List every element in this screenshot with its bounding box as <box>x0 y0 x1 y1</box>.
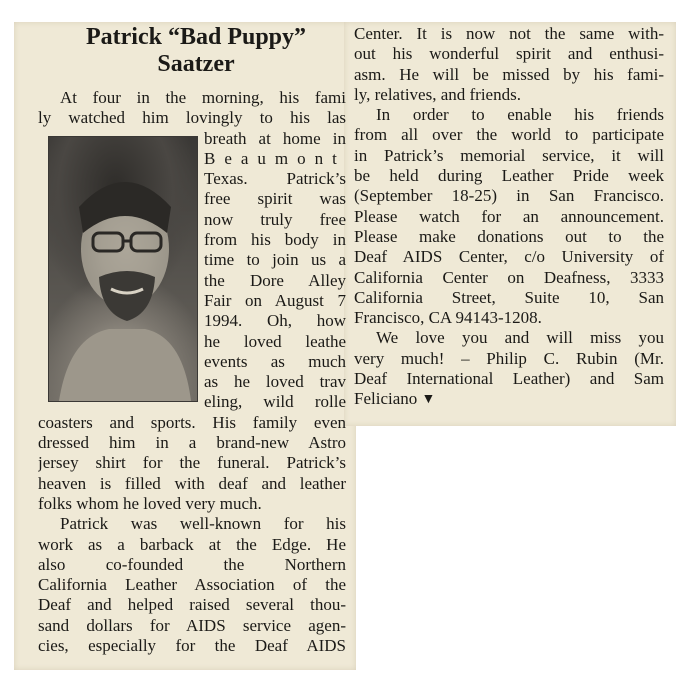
text-line: ly, relatives, and friends. <box>354 84 521 104</box>
text-line: At four in the morning, his fami <box>60 88 346 107</box>
text-line: California Leather Association of the <box>38 575 346 595</box>
text-line: as he loved trav <box>204 372 346 392</box>
headline-line-2: Saatzer <box>157 51 235 77</box>
text-line: Fair on August 7 <box>204 290 346 310</box>
text-line: folks whom he loved very much. <box>38 493 262 513</box>
text-line: Deaf and helped raised several thou- <box>38 595 346 615</box>
text-line: We love you and will miss you <box>376 328 664 348</box>
text-line: in Patrick’s memorial service, it will <box>354 145 664 165</box>
text-line: heaven is filled with deaf and leather <box>38 473 346 493</box>
end-of-article-triangle-icon: ▼ <box>421 392 436 408</box>
text-line: work as a barback at the Edge. He <box>38 534 346 554</box>
text-line: sand dollars for AIDS service agen- <box>38 615 346 635</box>
text-line: Please make donations out to the <box>354 226 664 246</box>
portrait-illustration <box>49 137 197 401</box>
text-line: Deaf AIDS Center, c/o University of <box>354 247 664 267</box>
text-line: from all over the world to participate <box>354 125 664 145</box>
text-line: eling, wild rolle <box>204 392 346 412</box>
text-line: ly watched him lovingly to his las <box>38 108 346 128</box>
text-line: breath at home in <box>204 128 346 148</box>
text-line: Patrick was well-known for his <box>60 514 346 534</box>
left-wrap-text <box>204 129 346 413</box>
text-line: from his body in <box>204 230 346 250</box>
text-line: Beaumont <box>204 148 346 168</box>
text-line: Texas. Patrick’s <box>204 169 346 189</box>
text-line: In order to enable his friends <box>376 105 664 125</box>
right-column-text <box>354 24 664 410</box>
text-line: he loved leathe <box>204 331 346 351</box>
text-line: jersey shirt for the funeral. Patrick’s <box>38 453 346 473</box>
headline-line-1: Patrick “Bad Puppy” <box>85 24 307 50</box>
text-line: Deaf International Leather) and Sam <box>354 369 664 389</box>
text-line: Francisco, CA 94143-1208. <box>354 308 542 328</box>
text-line-final <box>354 389 664 409</box>
text-line: California Center on Deafness, 3333 <box>354 267 664 287</box>
text-line: the Dore Alley <box>204 270 346 290</box>
signature-end: Feliciano <box>354 389 418 409</box>
text-line: 1994. Oh, how <box>204 311 346 331</box>
text-line: Center. It is now not the same with- <box>354 24 664 43</box>
text-line: asm. He will be missed by his fami- <box>354 64 664 84</box>
text-line: (September 18-25) in San Francisco. <box>354 186 664 206</box>
text-line: be held during Leather Pride week <box>354 166 664 186</box>
text-line: Please watch for an announcement. <box>354 206 664 226</box>
portrait-photo <box>48 136 198 402</box>
text-line: coasters and sports. His family even <box>38 412 346 432</box>
text-line: California Street, Suite 10, San <box>354 287 664 307</box>
text-line: out his wonderful spirit and enthusi- <box>354 44 664 64</box>
left-bottom-text <box>38 413 346 657</box>
text-line: dressed him in a brand-new Astro <box>38 433 346 453</box>
obituary-headline <box>48 24 344 78</box>
left-opening-text <box>38 88 346 129</box>
text-line: cies, especially for the Deaf AIDS <box>38 636 346 656</box>
text-line: very much! – Philip C. Rubin (Mr. <box>354 348 664 368</box>
text-line: now truly free <box>204 209 346 229</box>
text-line: time to join us a <box>204 250 346 270</box>
text-line: also co-founded the Northern <box>38 554 346 574</box>
text-line: free spirit was <box>204 189 346 209</box>
text-line: events as much <box>204 351 346 371</box>
